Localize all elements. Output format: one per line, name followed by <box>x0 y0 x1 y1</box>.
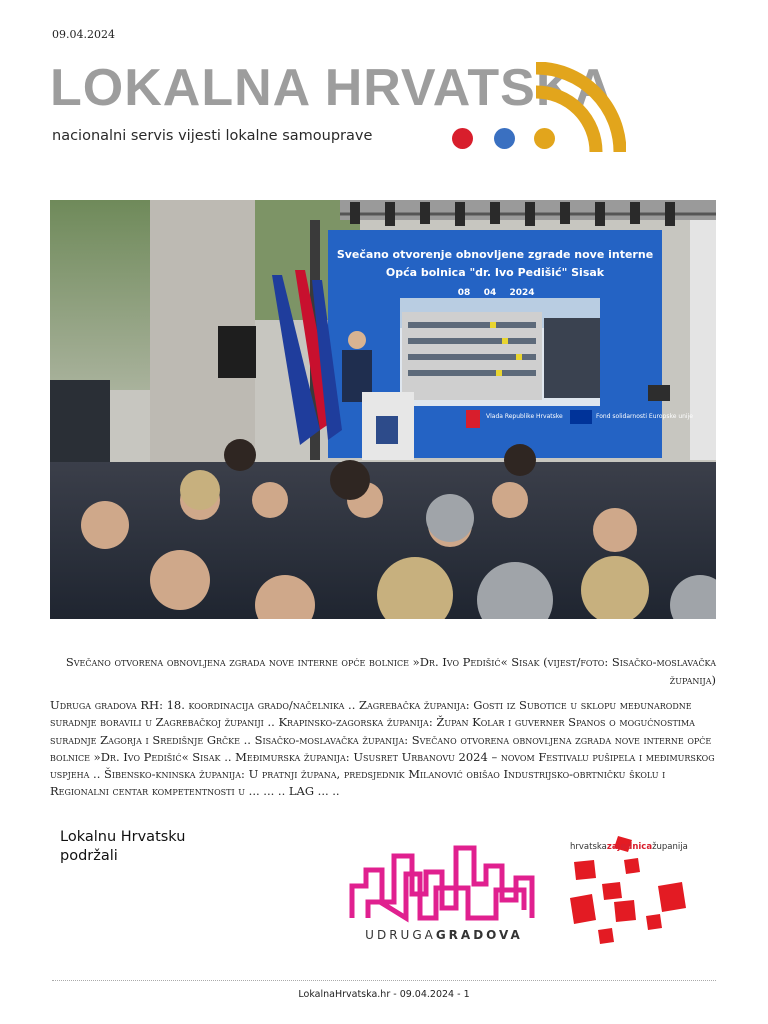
hzz-word-3: županija <box>652 842 688 852</box>
masthead-logo <box>50 58 630 158</box>
trees-background <box>50 200 160 390</box>
supporters-label: Lokalnu Hrvatsku podržali <box>60 829 186 864</box>
screen-logo-eu: Fond solidarnosti Europske unije <box>596 413 693 420</box>
gradova-word: GRADOVA <box>435 928 523 942</box>
udruga-word: UDRUGA <box>365 928 436 942</box>
blue-dot-icon <box>494 128 515 149</box>
photo-caption: Svečano otvorena obnovljena zgrada nove interne opće bolnice »Dr. Ivo Pedišić« Sisak (vijest/foto: Sisačko-moslavačka županija) <box>65 655 716 687</box>
page-footer: LokalnaHrvatska.hr - 09.04.2024 - 1 <box>298 989 470 1000</box>
hrvatska-zajednica-zupanija-logo <box>568 836 698 946</box>
eu-flag-icon <box>570 410 592 424</box>
screen-title-line2: Opća bolnica "dr. Ivo Pedišić" Sisak <box>385 266 605 279</box>
hzz-wordmark <box>570 842 688 852</box>
udruga-gradova-wordmark <box>346 928 542 942</box>
brand-title: LOKALNA HRVATSKA <box>50 59 613 117</box>
checkerboard-squares-icon <box>568 836 698 946</box>
screen-date-year: 2024 <box>509 288 535 298</box>
screen-date-month: 04 <box>483 288 497 298</box>
udruga-gradova-logo <box>346 844 542 944</box>
hzz-word-2: zajednica <box>606 842 653 852</box>
red-dot-icon <box>452 128 473 149</box>
croatia-coat-of-arms-icon <box>466 410 480 428</box>
city-skyline-icon <box>346 844 542 924</box>
issue-date: 09.04.2024 <box>52 28 115 41</box>
loudspeaker <box>218 326 256 378</box>
news-ticker: Udruga gradova RH: 18. koordinacija grado/načelnika .. Zagrebačka županija: Gosti iz Subotice u sklopu međunarodne suradnje boravili u Zagrebačkoj županiji .. Krapinsko-zagorska županija: Župan Kolar i guverner Spanos o mogućnostima suradnje Zagorja i Središnje Grčke .. Sisačko-moslavačka županija: Svečano otvorena obnovljena zgrada nove interne opće bolnice »Dr. Ivo Pedišić« Sisak .. Međimurska županija: Ususret Urbanovu 2024 – novom Festivalu pušipela i međimurskog uspjeha .. Šibensko-kninska županija: U pratnji župana, predsjednik Milanović obišao Industrijsko-obrtničku školu i Regionalni centar kompetentnosti u ... ... .. LAG ... .. <box>50 698 715 799</box>
screen-title-line1: Svečano otvorenje obnovljene zgrade nove interne <box>336 248 654 261</box>
screen-date-day: 08 <box>457 288 471 298</box>
screen-logo-gov: Vlada Republike Hrvatske <box>486 413 563 420</box>
brand-subtitle: nacionalni servis vijesti lokalne samouprave <box>52 128 373 144</box>
hzz-word-1: hrvatska <box>570 842 607 852</box>
news-photo <box>50 200 716 619</box>
rss-feed-icon <box>530 62 626 158</box>
footer-divider <box>52 980 716 981</box>
